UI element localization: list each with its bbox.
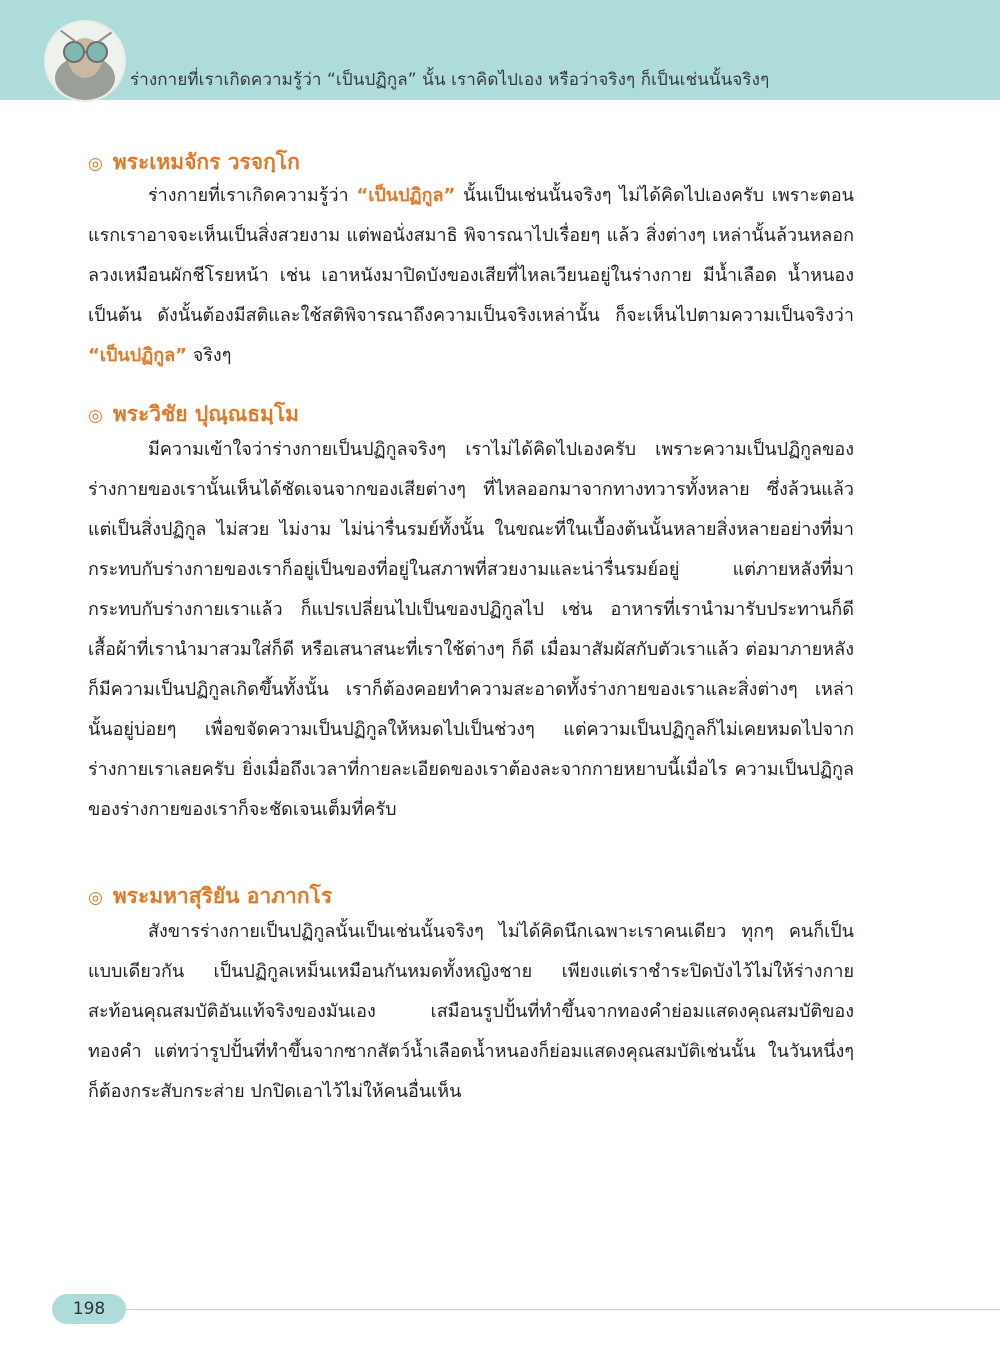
footer-divider bbox=[126, 1309, 1000, 1310]
page-number: 198 bbox=[52, 1294, 126, 1324]
section-heading bbox=[88, 880, 332, 913]
bullet-icon: ◎ bbox=[88, 406, 103, 426]
monk-portrait-logo-icon bbox=[46, 22, 124, 100]
section-heading bbox=[88, 398, 299, 431]
bullet-icon: ◎ bbox=[88, 154, 103, 174]
section-title: พระมหาสุริยัน อาภากโร bbox=[112, 884, 333, 908]
section-title: พระเหมจักร วรจกฺโก bbox=[112, 150, 300, 174]
section-paragraph: มีความเข้าใจว่าร่างกายเป็นปฏิกูลจริงๆ เราไม่ได้คิดไปเองครับ เพราะความเป็นปฏิกูลของร่างกายของเรานั้นเห็นได้ชัดเจนจากของเสียต่างๆ ที่ไหลออกมาจากทางทวารทั้งหลาย ซึ่งล้วนแล้วแต่เป็นสิ่งปฏิกูล ไม่สวย ไม่งาม ไม่น่ารื่นรมย์ทั้งนั้น ในขณะที่ในเบื้องต้นนั้นหลายสิ่งหลายอย่างที่มากระทบกับร่างกายของเราก็อยู่เป็นของที่อยู่ในสภาพที่สวยงามและน่ารื่นรมย์อยู่ แต่ภายหลังที่มากระทบกับร่างกายเราแล้ว ก็แปรเปลี่ยนไปเป็นของปฏิกูลไป เช่น อาหารที่เรานำมารับประทานก็ดี เสื้อผ้าที่เรานำมาสวมใส่ก็ดี หรือเสนาสนะที่เราใช้ต่างๆ ก็ดี เมื่อมาสัมผัสกับตัวเราแล้ว ต่อมาภายหลังก็มีความเป็นปฏิกูลเกิดขึ้นทั้งนั้น เราก็ต้องคอยทำความสะอาดทั้งร่างกายของเราและสิ่งต่างๆ เหล่านั้นอยู่บ่อยๆ เพื่อขจัดความเป็นปฏิกูลให้หมดไปเป็นช่วงๆ แต่ความเป็นปฏิกูลก็ไม่เคยหมดไปจากร่างกายเราเลยครับ ยิ่งเมื่อถึงเวลาที่กายละเอียดของเราต้องละจากกายหยาบนี้เมื่อไร ความเป็นปฏิกูลของร่างกายของเราก็จะชัดเจนเต็มที่ครับ bbox=[88, 439, 854, 820]
section-paragraph: ร่างกายที่เราเกิดความรู้ว่า “เป็นปฏิกูล” นั้นเป็นเช่นนั้นจริงๆ ไม่ได้คิดไปเองครับ เพราะตอนแรกเราอาจจะเห็นเป็นสิ่งสวยงาม แต่พอนั่งสมาธิ พิจารณาไปเรื่อยๆ แล้ว สิ่งต่างๆ เหล่านั้นล้วนหลอกลวงเหมือนผักชีโรยหน้า เช่น เอาหนังมาปิดบังของเสียที่ไหลเวียนอยู่ในร่างกาย มีน้ำเลือด น้ำหนอง เป็นต้น ดังนั้นต้องมีสติและใช้สติพิจารณาถึงความเป็นจริงเหล่านั้น ก็จะเห็นไปตามความเป็นจริงว่า “เป็นปฏิกูล” จริงๆ bbox=[88, 185, 854, 366]
section-paragraph: สังขารร่างกายเป็นปฏิกูลนั้นเป็นเช่นนั้นจริงๆ ไม่ได้คิดนึกเฉพาะเราคนเดียว ทุกๆ คนก็เป็นแบบเดียวกัน เป็นปฏิกูลเหม็นเหมือนกันหมดทั้งหญิงชาย เพียงแต่เราชำระปิดบังไว้ไม่ให้ร่างกายสะท้อนคุณสมบัติอันแท้จริงของมันเอง เสมือนรูปปั้นที่ทำขึ้นจากทองคำย่อมแสดงคุณสมบัติของทองคำ แต่ทว่ารูปปั้นที่ทำขึ้นจากซากสัตว์น้ำเลือดน้ำหนองก็ย่อมแสดงคุณสมบัติเช่นนั้น ในวันหนึ่งๆ ก็ต้องกระสับกระส่าย ปกปิดเอาไว้ไม่ให้คนอื่นเห็น bbox=[88, 921, 854, 1102]
bullet-icon: ◎ bbox=[88, 888, 103, 908]
section-title: พระวิชัย ปุณฺณธมฺโม bbox=[112, 402, 299, 426]
highlight-term: “เป็นปฏิกูล” bbox=[88, 345, 187, 366]
running-header-title: ร่างกายที่เราเกิดความรู้ว่า “เป็นปฏิกูล” นั้น เราคิดไปเอง หรือว่าจริงๆ ก็เป็นเช่นนั้นจริงๆ bbox=[130, 70, 770, 90]
highlight-term: “เป็นปฏิกูล” bbox=[356, 185, 456, 206]
section-heading bbox=[88, 146, 300, 179]
